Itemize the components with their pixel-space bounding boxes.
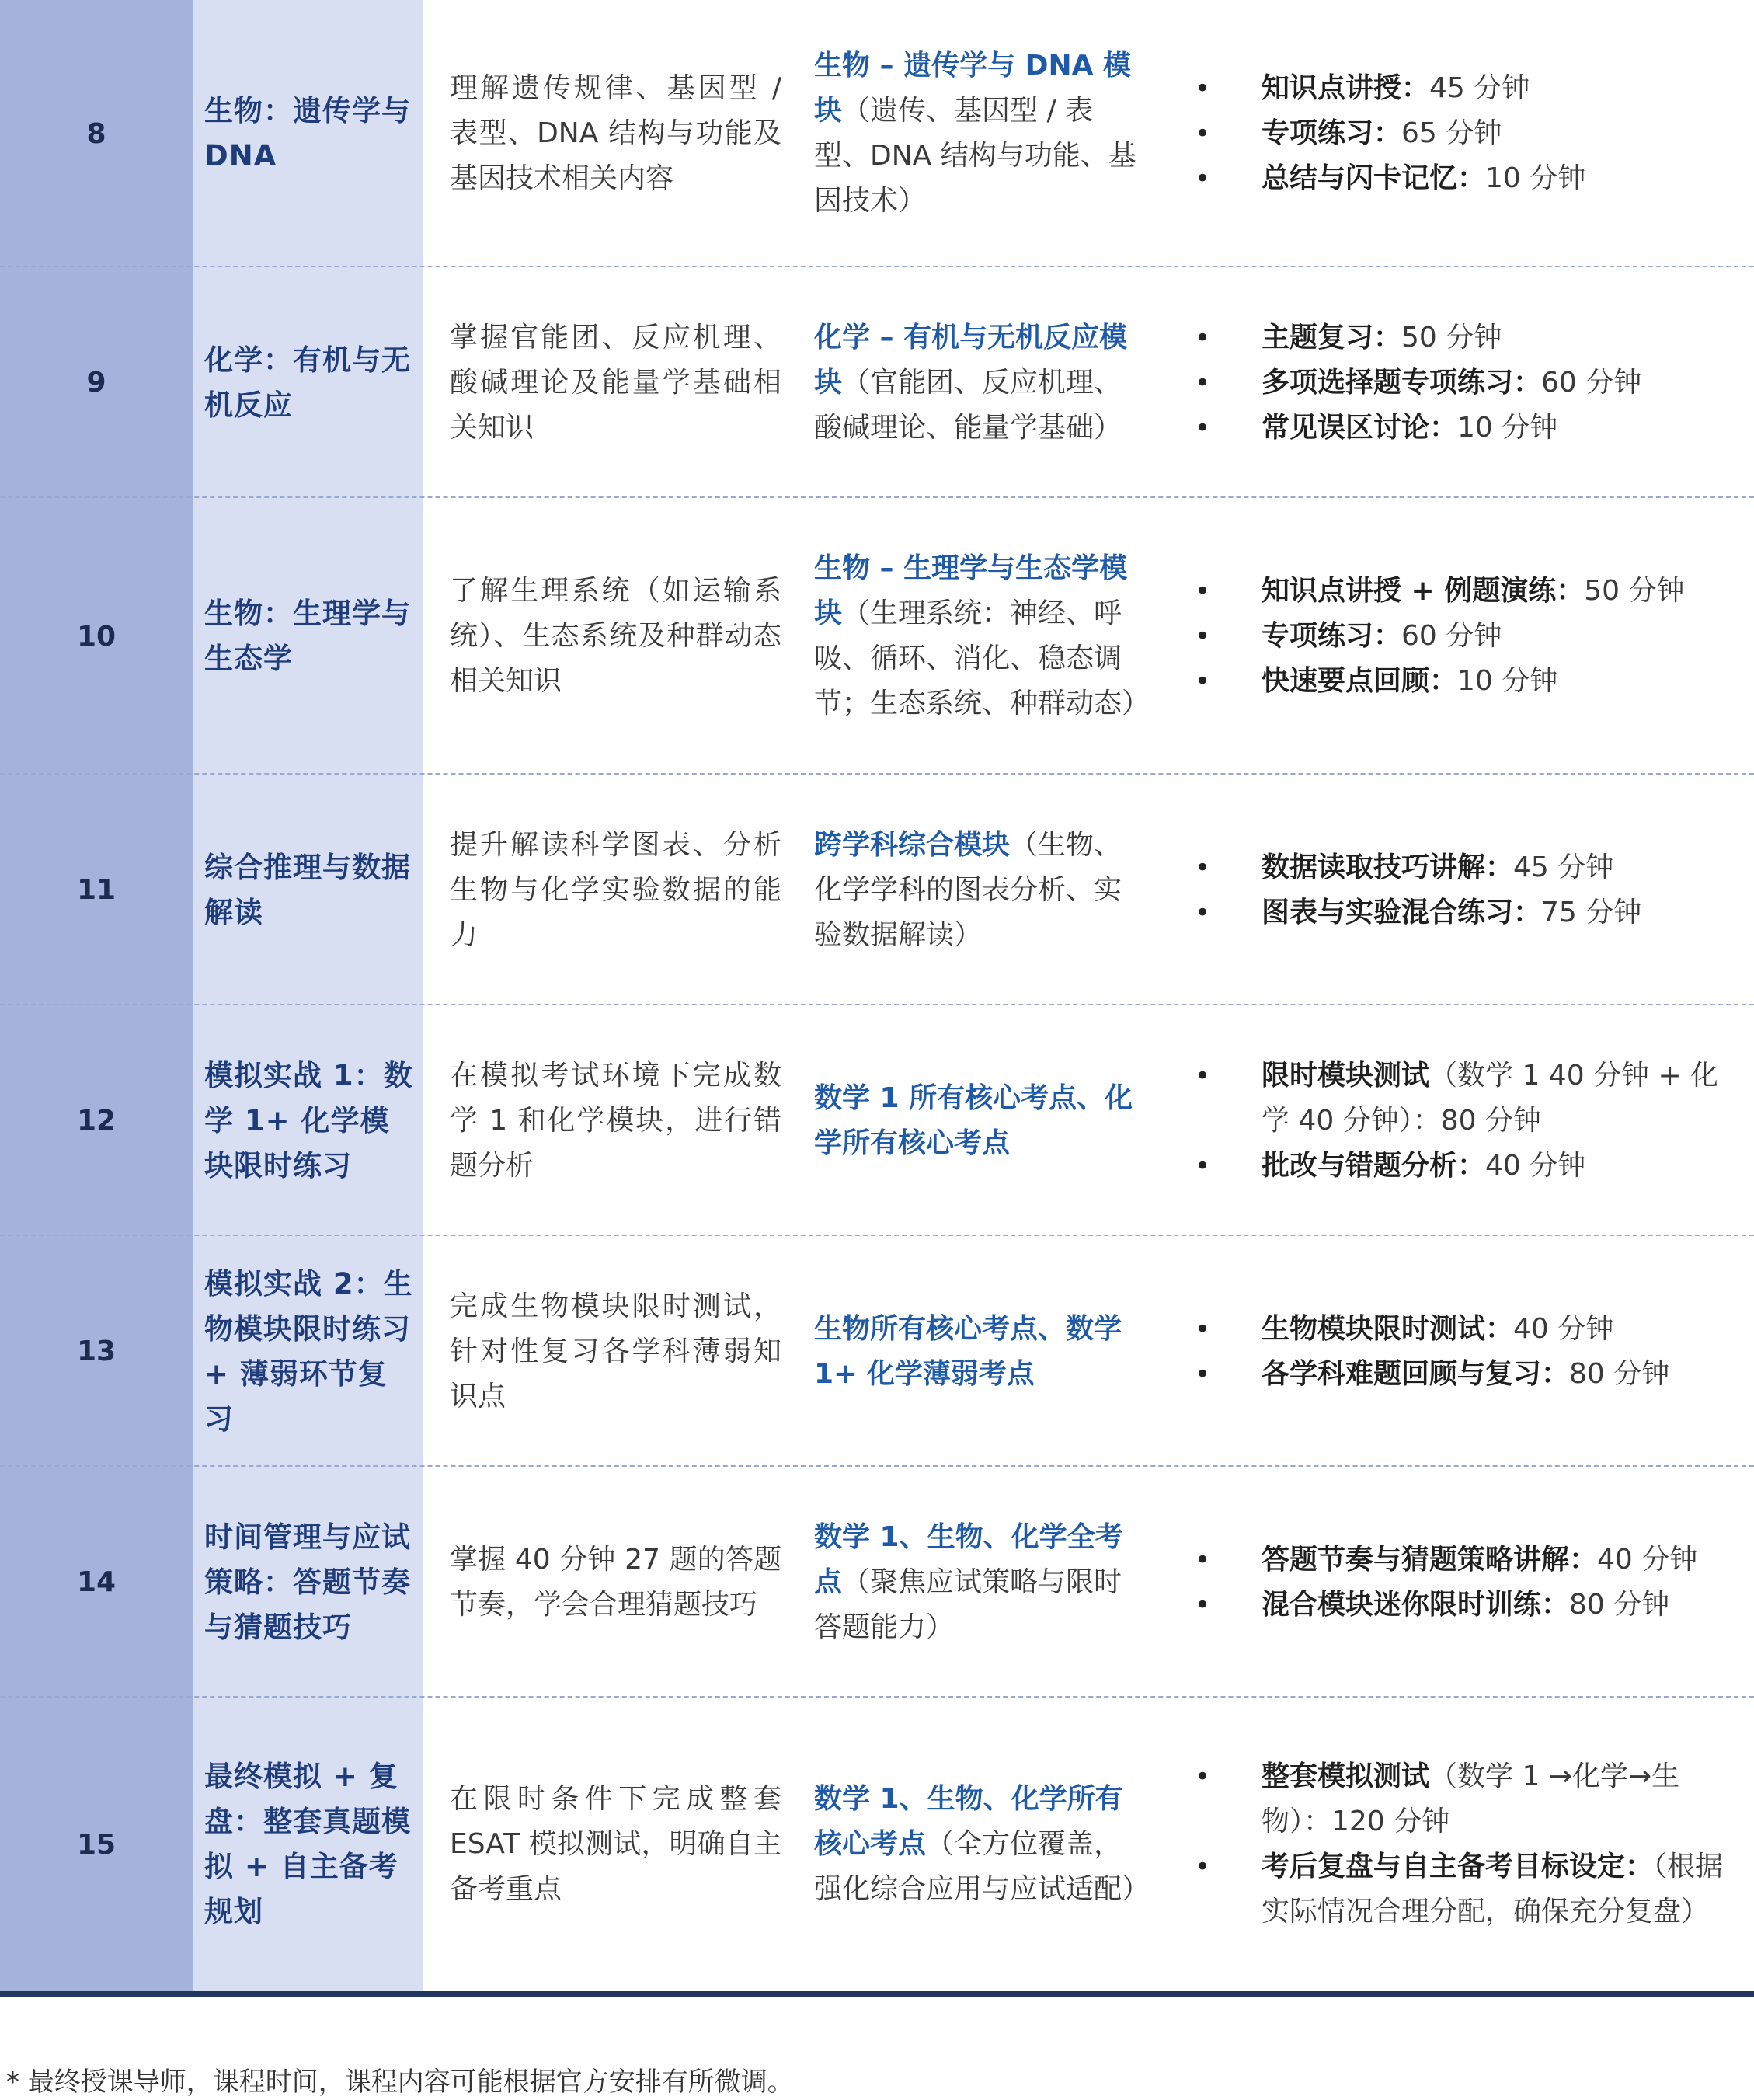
lesson-title: 时间管理与应试策略：答题节奏与猜题技巧 [193,1467,423,1698]
lesson-title: 模拟实战 1：数学 1+ 化学模块限时练习 [193,1005,423,1236]
topic-highlight: 生物 – 遗传学与 DNA 模块 [814,50,1132,127]
lesson-title: 模拟实战 2：生物模块限时练习 + 薄弱环节复习 [193,1236,423,1467]
lesson-plan [1154,267,1754,498]
plan-item: • 数据读取技巧讲解：45 分钟 [1195,845,1641,890]
lesson-number: 11 [0,775,193,1005]
lesson-goal: 在模拟考试环境下完成数学 1 和化学模块，进行错题分析 [450,1059,781,1182]
lesson-topics [789,1236,1154,1467]
plan-item: • 考后复盘与自主备考目标设定：（根据实际情况合理分配，确保充分复盘） [1195,1844,1746,1935]
lesson-title: 最终模拟 + 复盘：整套真题模拟 + 自主备考规划 [193,1698,423,1991]
lesson-plan [1154,1236,1754,1467]
lesson-topics [789,498,1154,775]
lesson-plan [1154,775,1754,1005]
plan-item: • 各学科难题回顾与复习：80 分钟 [1195,1352,1669,1397]
lesson-topics [789,1005,1154,1236]
lesson-goal: 掌握 40 分钟 27 题的答题节奏，学会合理猜题技巧 [450,1543,781,1621]
plan-item: • 知识点讲授：45 分钟 [1195,66,1585,111]
lesson-number: 12 [0,1005,193,1236]
plan-item: • 整套模拟测试（数学 1 →化学→生物）：120 分钟 [1195,1754,1746,1844]
topic-highlight: 数学 1 所有核心考点、化学所有核心考点 [814,1081,1133,1159]
plan-item: • 限时模块测试（数学 1 40 分钟 + 化学 40 分钟）：80 分钟 [1195,1053,1746,1144]
plan-item: • 答题节奏与猜题策略讲解：40 分钟 [1195,1538,1697,1583]
lesson-number: 15 [0,1698,193,1991]
lesson-plan [1154,498,1754,775]
lesson-goal: 提升解读科学图表、分析生物与化学实验数据的能力 [450,828,781,951]
lesson-number: 14 [0,1467,193,1698]
lesson-number: 10 [0,498,193,775]
plan-item: • 专项练习：65 分钟 [1195,111,1585,156]
lesson-plan [1154,1698,1754,1991]
table-row [0,1698,1754,1991]
topic-detail: （全方位覆盖，强化综合应用与应试适配） [814,1828,1150,1905]
table-row [0,1467,1754,1698]
lesson-plan [1154,1467,1754,1698]
table-row [0,498,1754,775]
plan-item: • 批改与错题分析：40 分钟 [1195,1144,1746,1189]
lesson-goal: 完成生物模块限时测试，针对性复习各学科薄弱知识点 [450,1290,781,1412]
plan-item: • 多项选择题专项练习：60 分钟 [1195,360,1641,406]
lesson-title: 生物：生理学与生态学 [193,498,423,775]
lesson-title: 化学：有机与无机反应 [193,267,423,498]
lesson-topics [789,775,1154,1005]
lesson-topics [789,1698,1154,1991]
topic-detail: （官能团、反应机理、酸碱理论、能量学基础） [814,366,1122,444]
lesson-topics [789,0,1154,267]
topic-highlight: 数学 1、生物、化学全考点 [814,1520,1123,1598]
plan-item: • 知识点讲授 + 例题演练：50 分钟 [1195,569,1685,614]
plan-item: • 专项练习：60 分钟 [1195,614,1685,659]
topic-detail: （生物、化学学科的图表分析、实验数据解读） [814,828,1122,951]
lesson-goal: 掌握官能团、反应机理、酸碱理论及能量学基础相关知识 [450,321,781,444]
lesson-number: 9 [0,267,193,498]
plan-item: • 主题复习：50 分钟 [1195,315,1641,360]
table-row [0,1236,1754,1467]
lesson-title: 生物：遗传学与DNA [193,0,423,267]
topic-detail: （聚焦应试策略与限时答题能力） [814,1565,1122,1643]
topic-highlight: 生物 – 生理学与生态学模块 [814,552,1128,629]
lesson-number: 8 [0,0,193,267]
table-row [0,0,1754,267]
topic-highlight: 生物所有核心考点、数学 1+ 化学薄弱考点 [814,1312,1122,1390]
lesson-goal: 在限时条件下完成整套 ESAT 模拟测试，明确自主备考重点 [450,1783,781,1905]
plan-item: • 总结与闪卡记忆：10 分钟 [1195,156,1585,201]
lesson-title: 综合推理与数据解读 [193,775,423,1005]
topic-highlight: 数学 1、生物、化学所有核心考点 [814,1783,1123,1860]
lesson-number: 13 [0,1236,193,1467]
table-row [0,775,1754,1005]
lesson-topics [789,267,1154,498]
lesson-plan [1154,1005,1754,1236]
lesson-goal: 理解遗传规律、基因型 / 表型、DNA 结构与功能及基因技术相关内容 [450,72,781,194]
lesson-topics [789,1467,1154,1698]
topic-detail: （遗传、基因型 / 表型、DNA 结构与功能、基因技术） [814,95,1136,217]
lesson-plan [1154,0,1754,267]
plan-item: • 混合模块迷你限时训练：80 分钟 [1195,1583,1697,1628]
lesson-goal: 了解生理系统（如运输系统）、生态系统及种群动态相关知识 [450,575,781,697]
table-row [0,267,1754,498]
table-bottom-rule [0,1991,1754,1997]
plan-item: • 快速要点回顾：10 分钟 [1195,659,1685,704]
table-row [0,1005,1754,1236]
footnote: * 最终授课导师，课程时间，课程内容可能根据官方安排有所微调。 [6,2067,794,2098]
topic-highlight: 跨学科综合模块 [814,828,1011,861]
topic-highlight: 化学 – 有机与无机反应模块 [814,321,1128,399]
plan-item: • 图表与实验混合练习：75 分钟 [1195,890,1641,935]
plan-item: • 常见误区讨论：10 分钟 [1195,406,1641,451]
plan-item: • 生物模块限时测试：40 分钟 [1195,1307,1669,1352]
topic-detail: （生理系统：神经、呼吸、循环、消化、稳态调节；生态系统、种群动态） [814,597,1150,719]
